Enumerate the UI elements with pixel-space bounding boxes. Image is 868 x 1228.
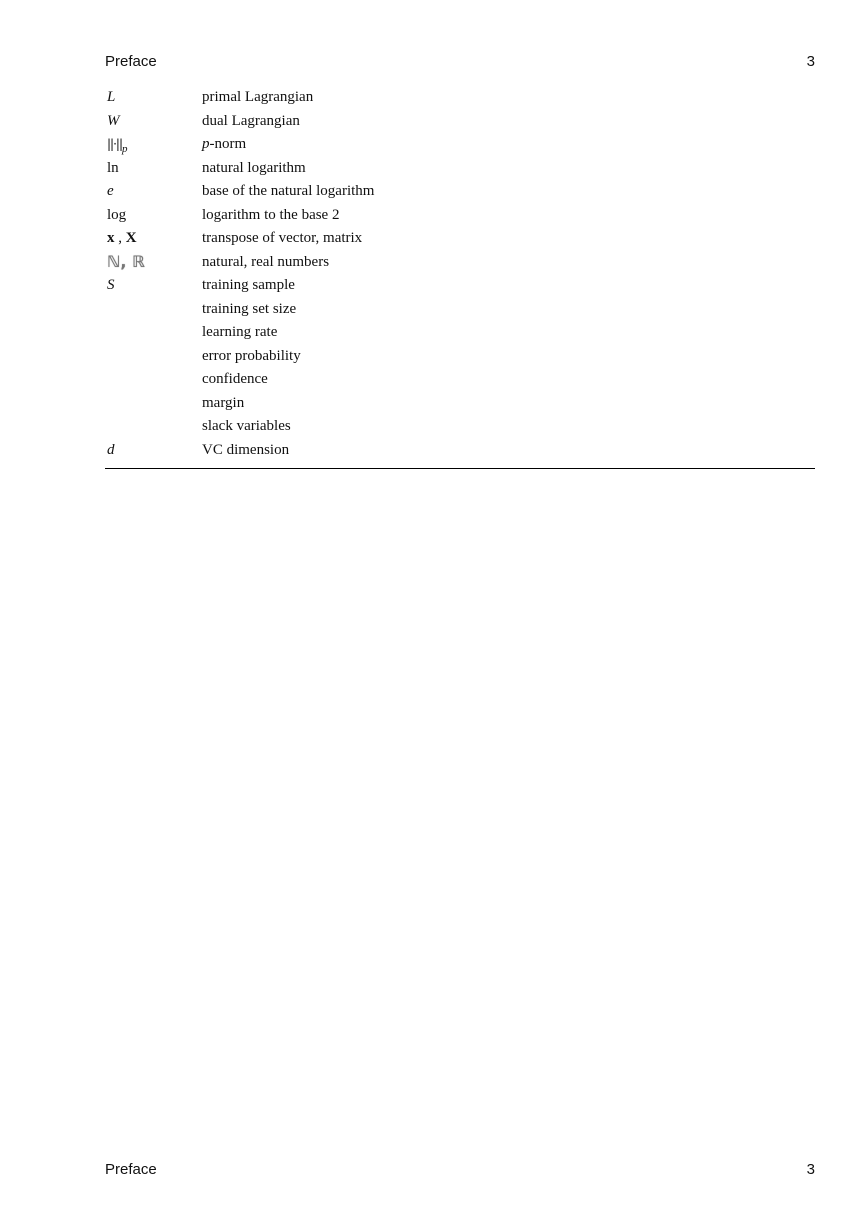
notation-description: error probability xyxy=(202,347,301,364)
vector-symbol: x xyxy=(107,230,115,246)
notation-symbol: e xyxy=(107,183,114,199)
notation-row xyxy=(105,252,815,276)
notation-description: training set size xyxy=(202,300,297,317)
notation-symbol xyxy=(107,228,197,248)
notation-row xyxy=(105,205,815,229)
header-page-number: 3 xyxy=(806,53,815,70)
norm-symbol: ||·|| xyxy=(107,137,122,151)
notation-row xyxy=(105,181,815,205)
notation-description: margin xyxy=(202,394,245,411)
notation-description: training sample xyxy=(202,277,295,293)
notation-row xyxy=(105,322,815,346)
footer-title: Preface xyxy=(105,1161,157,1178)
notation-description: primal Lagrangian xyxy=(202,89,314,105)
notation-description: base of the natural logarithm xyxy=(202,183,375,199)
notation-description: natural logarithm xyxy=(202,159,306,176)
p-norm-suffix: -norm xyxy=(209,136,247,152)
notation-row xyxy=(105,158,815,182)
notation-row xyxy=(105,369,815,393)
notation-description xyxy=(202,134,246,154)
notation-symbol: d xyxy=(107,441,115,458)
notation-symbol: S xyxy=(107,277,115,293)
notation-symbol: L xyxy=(107,89,116,105)
notation-row xyxy=(105,299,815,323)
notation-row xyxy=(105,134,815,158)
notation-description: logarithm to the base 2 xyxy=(202,206,340,223)
notation-description: VC dimension xyxy=(202,441,290,458)
notation-description: slack variables xyxy=(202,418,291,434)
notation-symbol: W xyxy=(107,112,120,129)
notation-description: natural, real numbers xyxy=(202,253,330,270)
notation-row xyxy=(105,275,815,299)
page-footer xyxy=(105,1161,815,1181)
header-title: Preface xyxy=(105,53,157,70)
notation-table xyxy=(105,87,815,463)
notation-description: confidence xyxy=(202,371,268,387)
notation-symbol xyxy=(107,134,197,155)
notation-row xyxy=(105,393,815,417)
notation-row xyxy=(105,87,815,111)
notation-row xyxy=(105,111,815,135)
notation-row xyxy=(105,346,815,370)
horizontal-rule xyxy=(105,468,815,469)
p-norm-prefix: p xyxy=(202,136,210,152)
page-header xyxy=(105,53,815,73)
footer-page-number: 3 xyxy=(806,1161,815,1178)
notation-description: dual Lagrangian xyxy=(202,112,300,129)
notation-row xyxy=(105,228,815,252)
notation-symbol: log xyxy=(107,206,127,223)
notation-symbol: ln xyxy=(107,159,119,176)
notation-description: transpose of vector, matrix xyxy=(202,230,363,246)
notation-description: learning rate xyxy=(202,324,278,340)
matrix-symbol: X xyxy=(125,230,137,246)
notation-row xyxy=(105,416,815,440)
symbol-separator: , xyxy=(114,230,126,246)
number-sets-symbol: ℕ, ℝ xyxy=(107,251,145,271)
notation-row xyxy=(105,440,815,464)
norm-subscript: p xyxy=(122,143,128,155)
